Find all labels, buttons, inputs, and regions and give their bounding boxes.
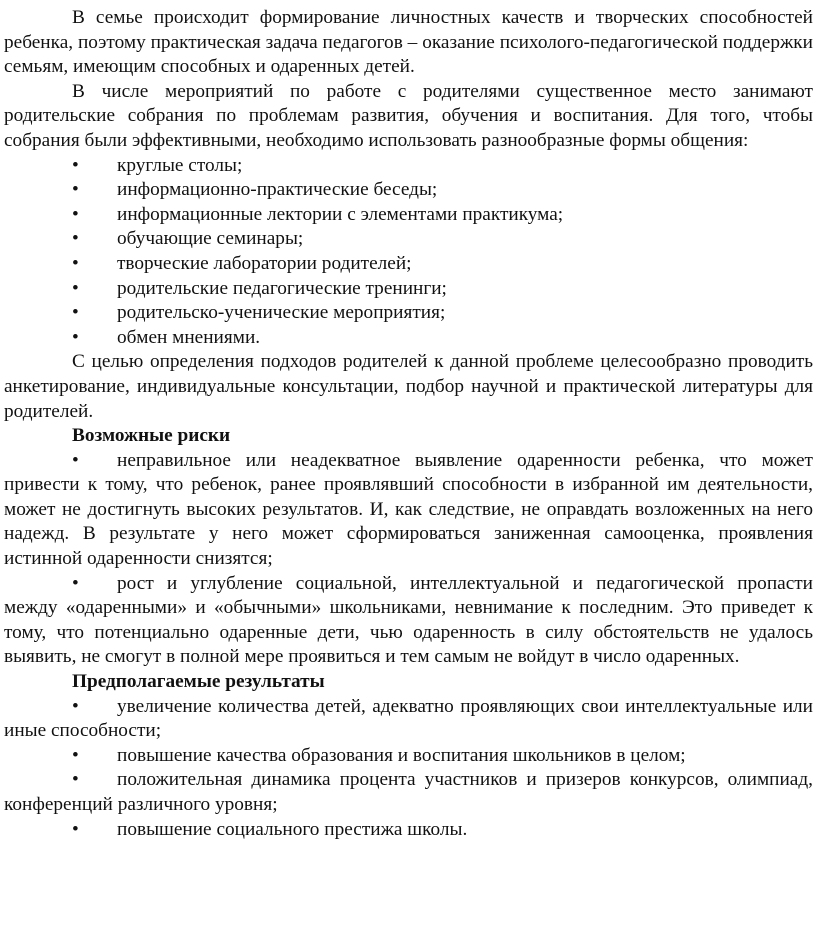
list-item [4,744,813,769]
list-item-text: повышение качества образования и воспитания школьников в целом; [117,744,686,766]
list-item [4,818,813,843]
list-item-text: положительная динамика процента участников и призеров конкурсов, олимпиад, конференций различного уровня; [4,769,813,815]
bullet-icon: • [72,252,79,274]
results-list [4,695,813,843]
bullet-icon: • [72,154,79,176]
list-item [4,768,813,817]
list-item [4,203,813,228]
list-item-text: информационно-практические беседы; [117,179,438,201]
bullet-icon: • [72,302,79,324]
bullet-icon: • [72,818,79,840]
list-item [4,154,813,179]
list-item-text: творческие лаборатории родителей; [117,252,412,274]
list-item-text: информационные лектории с элементами практикума; [117,203,564,225]
risks-list [4,449,813,670]
list-item-text: родительские педагогические тренинги; [117,277,447,299]
risks-heading: Возможные риски [72,425,231,447]
bullet-icon: • [72,203,79,225]
list-item-text: родительско-ученические мероприятия; [117,302,446,324]
results-heading: Предполагаемые результаты [72,671,325,693]
paragraph-parent-meetings: В числе мероприятий по работе с родителями существенное место занимают родительские собрания по проблемам развития, обучения и воспитания. Для того, чтобы собрания были эффективными, необходимо использовать разнообразные формы общения: [4,80,813,151]
list-item [4,227,813,252]
list-item [4,178,813,203]
list-item-text: круглые столы; [117,154,243,176]
bullet-icon: • [72,228,79,250]
list-item [4,326,813,351]
bullet-icon: • [72,326,79,348]
bullet-icon: • [72,769,79,791]
list-item-text: обмен мнениями. [117,326,261,348]
bullet-icon: • [72,744,79,766]
list-item-text: обучающие семинары; [117,228,304,250]
list-item-text: неправильное или неадекватное выявление одаренности ребенка, что может привести к тому, что ребенок, ранее проявлявший способности в избранной им деятельности, может не достигнуть высоких результатов. И, как следствие, не оправдать возложенных на него надежд. В результате у него может сформироваться заниженная самооценка, проявления истинной одаренности снизятся; [4,449,813,570]
forms-list [4,154,813,351]
paragraph-methods: С целью определения подходов родителей к данной проблеме целесообразно проводить анкетирование, индивидуальные консультации, подбор научной и практической литературы для родителей. [4,351,813,422]
list-item-text: повышение социального престижа школы. [117,818,468,840]
bullet-icon: • [72,179,79,201]
list-item [4,449,813,572]
list-item-text: увеличение количества детей, адекватно проявляющих свои интеллектуальные или иные способности; [4,695,813,742]
list-item [4,301,813,326]
list-item [4,695,813,744]
list-item [4,572,813,670]
bullet-icon: • [72,695,79,717]
paragraph-family-role: В семье происходит формирование личностных качеств и творческих способностей ребенка, поэтому практическая задача педагогов – оказание психолого-педагогической поддержки семьям, имеющим способных и одаренных детей. [4,7,813,78]
bullet-icon: • [72,572,79,594]
list-item-text: рост и углубление социальной, интеллектуальной и педагогической пропасти между «одаренными» и «обычными» школьниками, невнимание к последним. Это приведет к тому, что потенциально одаренные дети, чью одаренность в силу обстоятельств не удалось выявить, не смогут в полной мере проявиться и тем самым не войдут в число одаренных. [4,572,813,668]
list-item [4,277,813,302]
bullet-icon: • [72,277,79,299]
list-item [4,252,813,277]
bullet-icon: • [72,449,79,471]
